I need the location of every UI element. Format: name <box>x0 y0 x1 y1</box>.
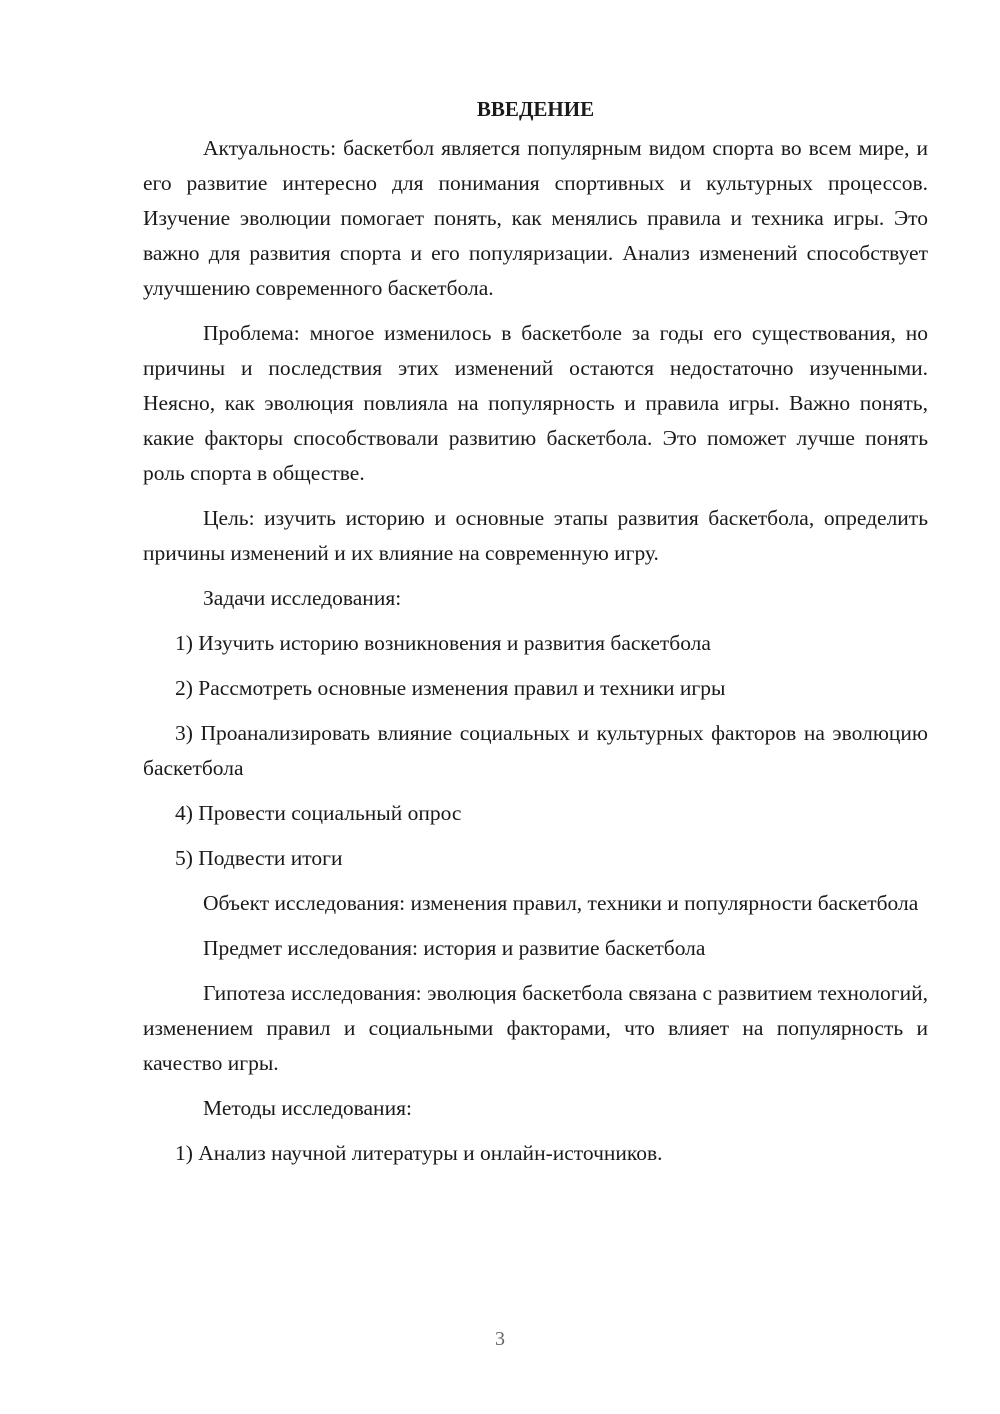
methods-heading: Методы исследования: <box>203 1096 412 1120</box>
goal-paragraph: Цель: изучить историю и основные этапы развития баскетбола, определить причины изменений и их влияние на современную игру. <box>143 506 928 565</box>
subject-paragraph: Предмет исследования: история и развитие баскетбола <box>203 936 706 960</box>
task-item: 2) Рассмотреть основные изменения правил и техники игры <box>175 676 726 700</box>
task-item: 3) Проанализировать влияние социальных и культурных факторов на эволюцию баскетбола <box>143 721 928 780</box>
method-item: 1) Анализ научной литературы и онлайн-источников. <box>175 1141 663 1165</box>
object-paragraph: Объект исследования: изменения правил, техники и популярности баскетбола <box>203 891 919 915</box>
task-item: 1) Изучить историю возникновения и развития баскетбола <box>175 631 711 655</box>
problem-paragraph: Проблема: многое изменилось в баскетболе за годы его существования, но причины и последствия этих изменений остаются недостаточно изученными. Неясно, как эволюция повлияла на популярность и правила игры. Важно понять, какие факторы способствовали развитию баскетбола. Это поможет лучше понять роль спорта в обществе. <box>143 321 928 485</box>
task-item: 4) Провести социальный опрос <box>175 801 462 825</box>
relevance-paragraph: Актуальность: баскетбол является популярным видом спорта во всем мире, и его развитие интересно для понимания спортивных и культурных процессов. Изучение эволюции помогает понять, как менялись правила и техника игры. Это важно для развития спорта и его популяризации. Анализ изменений способствует улучшению современного баскетбола. <box>143 136 928 300</box>
tasks-heading: Задачи исследования: <box>203 586 402 610</box>
document-page <box>143 92 928 1181</box>
task-item: 5) Подвести итоги <box>175 846 343 870</box>
section-title: ВВЕДЕНИЕ <box>476 97 595 121</box>
page-number: 3 <box>495 1328 505 1350</box>
hypothesis-paragraph: Гипотеза исследования: эволюция баскетбола связана с развитием технологий, изменением правил и социальными факторами, что влияет на популярность и качество игры. <box>143 981 928 1075</box>
